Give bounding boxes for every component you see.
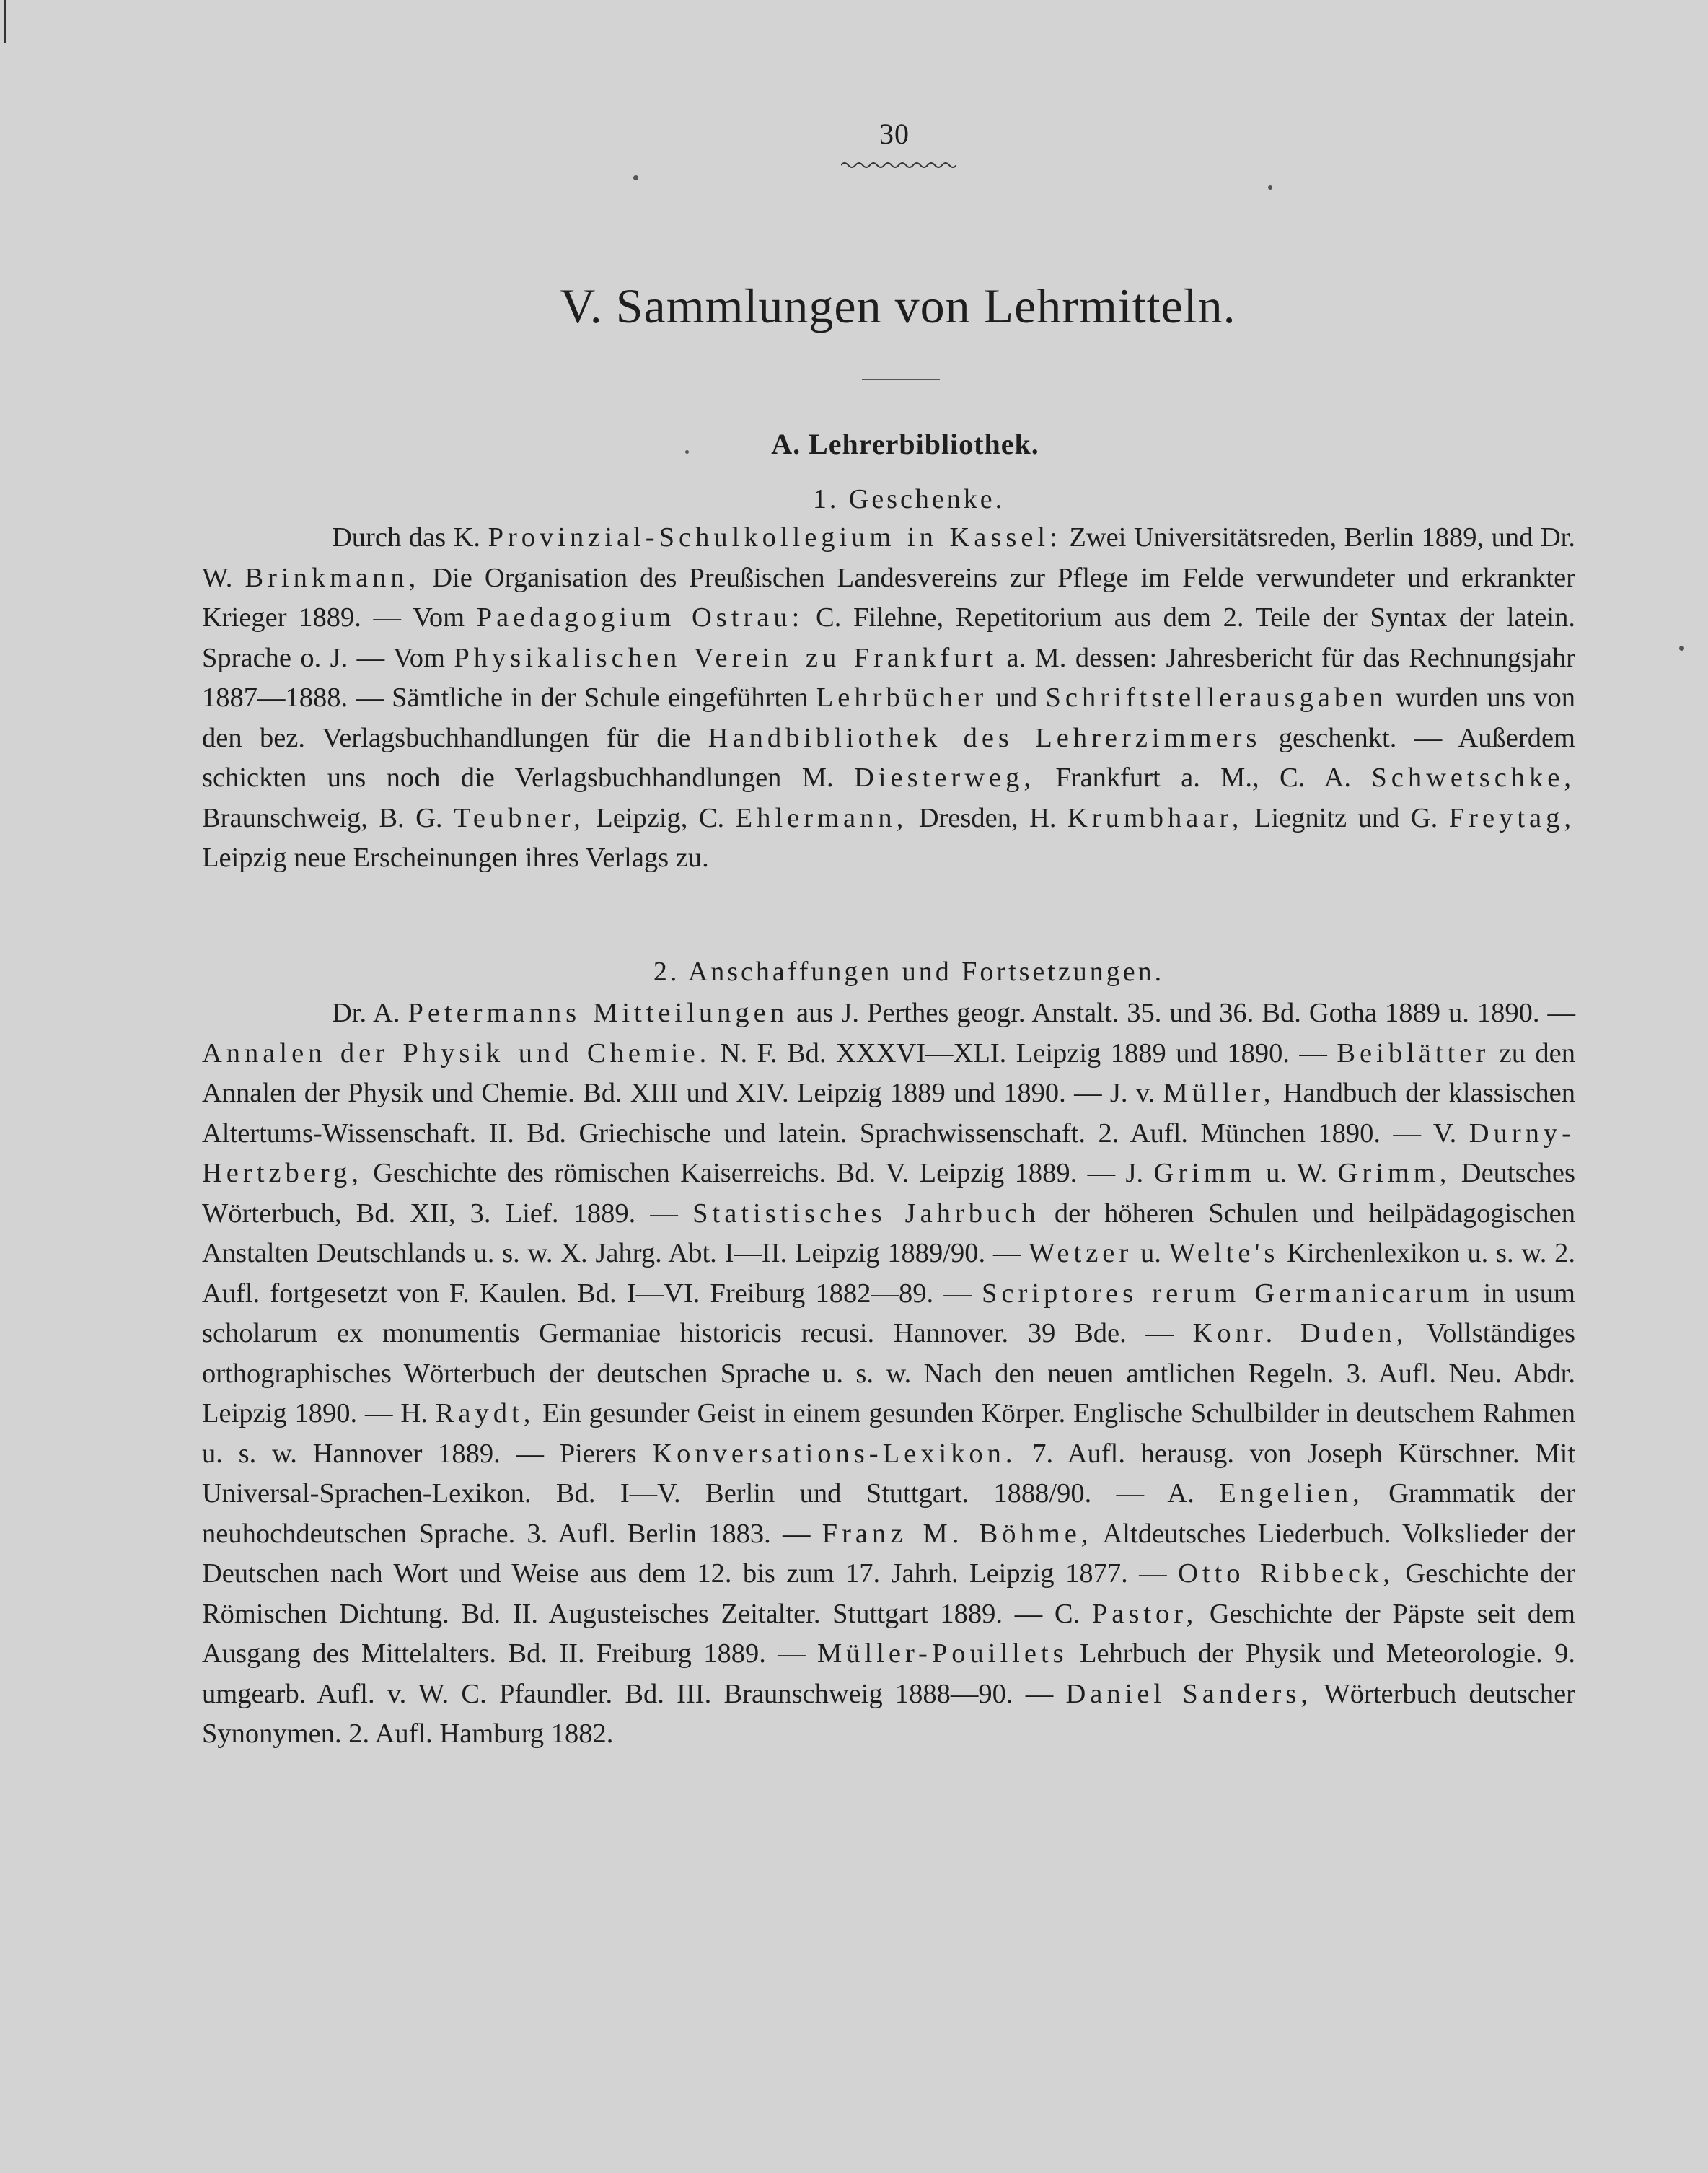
emphasis: Statistisches Jahrbuch bbox=[692, 1198, 1040, 1229]
emphasis: Grimm bbox=[1153, 1158, 1256, 1188]
text-run: der höheren Schulen und heilpädagogischen Anstalten Deutschlands u. s. w. X. Jahrg. Abt. I—II. Leipzig 1889/90. — bbox=[202, 1198, 1575, 1268]
emphasis: Beiblätter bbox=[1337, 1037, 1490, 1068]
text-run: und bbox=[987, 682, 1046, 713]
text-run: Braunschweig, B. G. bbox=[202, 802, 454, 833]
emphasis: Müller-Pouillets bbox=[817, 1638, 1068, 1669]
emphasis: Pastor, bbox=[1091, 1598, 1198, 1629]
text-run: Vollständiges orthographisches Wörterbuch der deutschen Sprache u. s. w. Nach den neuen amtlichen Regeln. 3. Aufl. Neu. Abdr. Leipzig 1890. — H. bbox=[202, 1318, 1575, 1428]
text-run: Altdeutsches Liederbuch. Volkslieder der Deutschen nach Wort und Weise aus dem 12. bis zum 17. Jahrh. Leipzig 1877. — bbox=[202, 1518, 1576, 1589]
text-run: u. bbox=[1132, 1238, 1169, 1268]
text-run: Liegnitz und G. bbox=[1243, 802, 1449, 833]
emphasis: Krumbhaar, bbox=[1067, 802, 1243, 833]
emphasis: Handbibliothek des Lehrerzimmers bbox=[708, 722, 1262, 753]
emphasis: Wetzer bbox=[1029, 1238, 1133, 1268]
text-run: Ein gesunder Geist in einem gesunden Körper. Englische Schulbilder in deutschem Rahmen u. s. w. Hannover 1889. — Pierers bbox=[202, 1398, 1575, 1469]
emphasis: Annalen der Physik und Chemie. bbox=[202, 1037, 711, 1068]
text-run: Die Organisation des Preußischen Landesvereins zur Pflege im Felde verwundeter und erkrankter Krieger 1889. — Vom bbox=[202, 562, 1575, 633]
speck bbox=[633, 175, 638, 180]
text-run: aus J. Perthes geogr. Anstalt. 35. und 36. Bd. Gotha 1889 u. 1890. — bbox=[788, 998, 1575, 1028]
page-number: 30 bbox=[879, 118, 910, 150]
text-run: Geschichte der Römischen Dichtung. Bd. II. Augusteisches Zeitalter. Stuttgart 1889. — C. bbox=[202, 1558, 1575, 1629]
emphasis: Welte's bbox=[1168, 1238, 1280, 1268]
emphasis: Scriptores rerum Germanicarum bbox=[982, 1278, 1474, 1309]
text-run: Handbuch der klassischen Altertums-Wissenschaft. II. Bd. Griechische und latein. Sprachwissenschaft. 2. Aufl. München 1890. — V. bbox=[202, 1078, 1576, 1149]
text-run: Dr. A. bbox=[332, 998, 408, 1028]
text-run: Kirchenlexikon u. s. w. 2. Aufl. fortgesetzt von F. Kaulen. Bd. I—VI. Freiburg 1882—89. — bbox=[202, 1238, 1576, 1309]
emphasis: Engelien, bbox=[1219, 1478, 1364, 1509]
emphasis: Petermanns Mitteilungen bbox=[408, 998, 788, 1028]
paragraph-geschenke bbox=[202, 518, 1575, 879]
subheading-anschaffungen: 2. Anschaffungen und Fortsetzungen. bbox=[653, 957, 1165, 987]
emphasis: Konr. Duden, bbox=[1192, 1318, 1408, 1348]
text-run: Grammatik der neuhochdeutschen Sprache. 3. Aufl. Berlin 1883. — bbox=[202, 1478, 1576, 1549]
emphasis: Schwetschke, bbox=[1371, 763, 1575, 793]
emphasis: Konversations-Lexikon. bbox=[652, 1438, 1017, 1469]
speck bbox=[1679, 646, 1684, 651]
emphasis: Teubner, bbox=[454, 802, 585, 833]
text-run: Leipzig, C. bbox=[584, 802, 736, 833]
text-run: Deutsches Wörterbuch, Bd. XII, 3. Lief. 1889. — bbox=[202, 1158, 1575, 1229]
text-run: Zwei Universitätsreden, Berlin 1889, und Dr. W. bbox=[202, 522, 1576, 593]
emphasis: Lehrbücher bbox=[816, 682, 988, 713]
text-run: N. F. Bd. XXXVI—XLI. Leipzig 1889 und 1890. — bbox=[710, 1037, 1337, 1068]
text-run: geschenkt. — Außerdem schickten uns noch die Verlagsbuchhandlungen M. bbox=[202, 722, 1575, 793]
text-run: zu den Annalen der Physik und Chemie. Bd. XIII und XIV. Leipzig 1889 und 1890. — J. v. bbox=[202, 1037, 1575, 1108]
subheading-geschenke: 1. Geschenke. bbox=[812, 484, 1005, 514]
subsection-title: A. Lehrerbibliothek. bbox=[771, 428, 1039, 460]
emphasis: Otto Ribbeck, bbox=[1178, 1558, 1394, 1589]
emphasis: Müller, bbox=[1163, 1078, 1275, 1108]
text-run: Frankfurt a. M., C. A. bbox=[1034, 763, 1372, 793]
emphasis: Physikalischen Verein zu Frankfurt bbox=[454, 642, 998, 673]
section-title: V. Sammlungen von Lehrmitteln. bbox=[560, 278, 1236, 333]
emphasis: Grimm, bbox=[1337, 1158, 1451, 1188]
emphasis: Paedagogium Ostrau: bbox=[476, 602, 804, 633]
text-run: Durch das K. bbox=[332, 522, 488, 553]
emphasis: Ehlermann, bbox=[735, 802, 908, 833]
text-run: Leipzig neue Erscheinungen ihres Verlags zu. bbox=[202, 843, 709, 873]
emphasis: Franz M. Böhme, bbox=[822, 1518, 1093, 1549]
text-run: Geschichte der Päpste seit dem Ausgang des Mittelalters. Bd. II. Freiburg 1889. — bbox=[202, 1598, 1575, 1669]
text-run: wurden uns von den bez. Verlagsbuchhandlungen für die bbox=[202, 682, 1575, 753]
emphasis: Brinkmann, bbox=[245, 562, 421, 593]
text-run: Wörterbuch deutscher Synonymen. 2. Aufl. Hamburg 1882. bbox=[202, 1678, 1576, 1749]
title-rule bbox=[862, 379, 940, 380]
text-run: u. W. bbox=[1255, 1158, 1338, 1188]
text-run: Geschichte des römischen Kaiserreichs. Bd. V. Leipzig 1889. — J. bbox=[362, 1158, 1154, 1188]
paragraph-anschaffungen bbox=[202, 993, 1575, 1755]
emphasis: Schriftstellerausgaben bbox=[1045, 682, 1388, 713]
text-run: in usum scholarum ex monumentis Germaniae historicis recusi. Hannover. 39 Bde. — bbox=[202, 1278, 1575, 1348]
emphasis: Freytag, bbox=[1448, 802, 1575, 833]
emphasis: Durny-Hertzberg, bbox=[202, 1118, 1575, 1188]
text-run: Dresden, H. bbox=[907, 802, 1068, 833]
text-run: Lehrbuch der Physik und Meteorologie. 9. umgearb. Aufl. v. W. C. Pfaundler. Bd. III. Braunschweig 1888—90. — bbox=[202, 1638, 1576, 1709]
emphasis: Daniel Sanders, bbox=[1065, 1678, 1312, 1709]
ornament-squiggle bbox=[841, 160, 956, 170]
binding-edge-mark bbox=[4, 0, 6, 43]
text-run: 7. Aufl. herausg. von Joseph Kürschner. Mit Universal-Sprachen-Lexikon. Bd. I—V. Berlin und Stuttgart. 1888/90. — A. bbox=[202, 1438, 1575, 1509]
emphasis: Provinzial-Schulkollegium in Kassel: bbox=[488, 522, 1062, 553]
emphasis: Diesterweg, bbox=[854, 763, 1035, 793]
speck bbox=[1268, 185, 1272, 190]
text-run: a. M. dessen: Jahresbericht für das Rechnungsjahr 1887—1888. — Sämtliche in der Schule eingeführten bbox=[202, 642, 1576, 713]
text-run: C. Filehne, Repetitorium aus dem 2. Teile der Syntax der latein. Sprache o. J. — Vom bbox=[202, 602, 1575, 673]
emphasis: Raydt, bbox=[435, 1398, 535, 1428]
